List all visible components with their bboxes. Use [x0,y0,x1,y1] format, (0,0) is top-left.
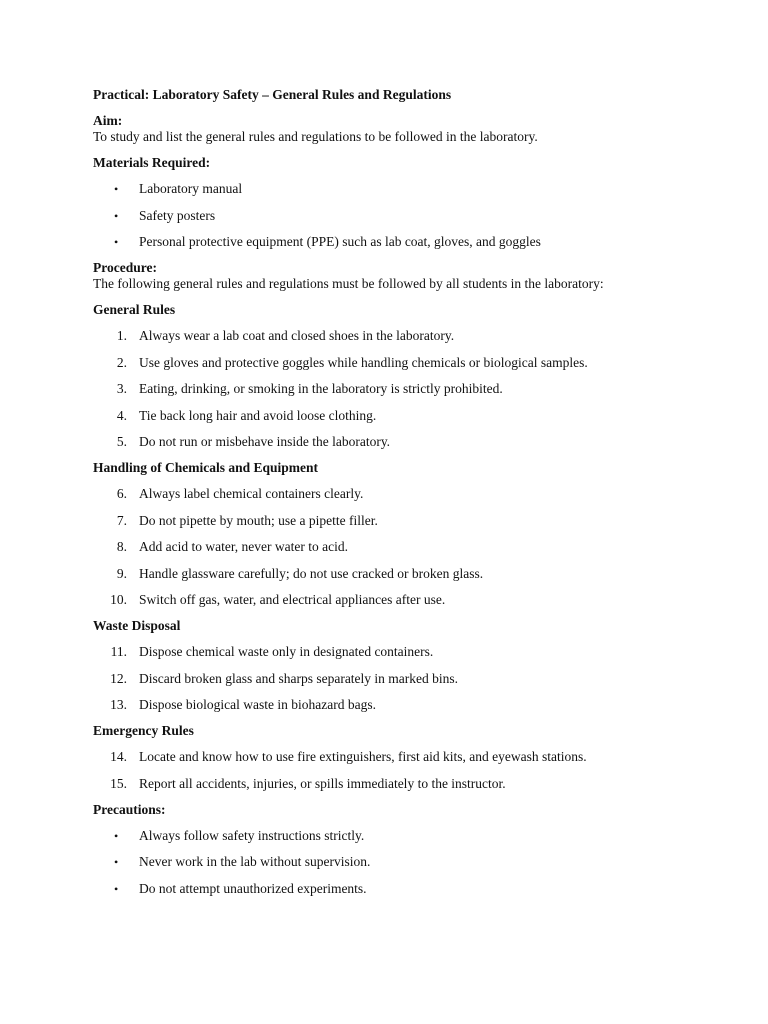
list-item-text: Laboratory manual [139,181,243,196]
rules-list [93,328,693,450]
aim-section [93,113,693,145]
section-heading: Waste Disposal [93,618,181,633]
bullet-icon: • [114,235,119,249]
list-item-text: Dispose biological waste in biohazard bags. [139,697,376,712]
aim-heading: Aim: [93,113,123,128]
rules-section-general [93,302,693,450]
list-item [93,181,693,197]
list-number: 13. [110,697,127,712]
list-number: 12. [110,670,127,686]
list-item-text: Do not run or misbehave inside the laboratory. [139,434,391,449]
document-title: Practical: Laboratory Safety – General Rules and Regulations [93,87,452,102]
list-item [93,644,693,660]
list-number: 8. [116,539,127,554]
list-item-text: Report all accidents, injuries, or spills immediately to the instructor. [139,775,506,791]
list-number: 5. [116,434,127,449]
document-page [93,87,693,907]
list-item [93,234,693,250]
list-item [93,671,693,687]
bullet-icon: • [114,182,119,196]
rules-section-emergency [93,723,693,792]
materials-list [93,181,693,250]
list-item-text: Dispose chemical waste only in designated containers. [139,644,434,659]
procedure-section [93,260,693,292]
list-item-text: Handle glassware carefully; do not use cracked or broken glass. [139,565,484,581]
procedure-heading: Procedure: [93,260,157,275]
list-item [93,328,693,344]
procedure-text: The following general rules and regulations must be followed by all students in the laboratory: [93,276,604,291]
list-item [93,381,693,397]
list-number: 7. [116,512,127,528]
list-item [93,854,693,870]
list-item-text: Do not attempt unauthorized experiments. [139,880,367,896]
bullet-icon: • [114,828,119,843]
rules-section-chemicals [93,460,693,608]
list-item-text: Always wear a lab coat and closed shoes in the laboratory. [139,328,455,343]
section-heading: Handling of Chemicals and Equipment [93,460,319,475]
list-item [93,881,693,897]
bullet-icon: • [114,208,119,223]
list-number: 11. [110,644,127,659]
precautions-section [93,802,693,897]
list-item [93,749,693,765]
list-number: 2. [116,354,127,370]
list-number: 6. [116,486,127,501]
list-item-text: Do not pipette by mouth; use a pipette filler. [139,512,378,528]
precautions-list [93,828,693,897]
list-item [93,776,693,792]
aim-text: To study and list the general rules and regulations to be followed in the laboratory. [93,129,538,144]
list-item [93,566,693,582]
list-number: 10. [110,592,127,607]
list-item-text: Never work in the lab without supervision. [139,854,371,869]
list-item-text: Use gloves and protective goggles while handling chemicals or biological samples. [139,354,588,370]
list-item-text: Safety posters [139,207,216,223]
list-item [93,355,693,371]
list-item-text: Tie back long hair and avoid loose clothing. [139,407,377,423]
rules-list [93,749,693,792]
rules-list [93,644,693,713]
list-number: 9. [116,565,127,581]
precautions-heading: Precautions: [93,801,166,817]
bullet-icon: • [114,855,119,869]
bullet-icon: • [114,881,119,896]
rules-list [93,486,693,608]
list-item [93,513,693,529]
list-number: 1. [116,328,127,343]
materials-section [93,155,693,250]
list-item-text: Locate and know how to use fire extinguishers, first aid kits, and eyewash stations. [139,749,587,764]
list-number: 3. [116,381,127,396]
materials-heading: Materials Required: [93,155,211,170]
list-item-text: Eating, drinking, or smoking in the laboratory is strictly prohibited. [139,381,503,396]
list-item [93,592,693,608]
list-item-text: Add acid to water, never water to acid. [139,539,348,554]
list-item [93,408,693,424]
list-item-text: Discard broken glass and sharps separately in marked bins. [139,670,459,686]
list-item-text: Personal protective equipment (PPE) such as lab coat, gloves, and goggles [139,234,541,249]
section-heading: General Rules [93,302,176,317]
list-number: 15. [110,775,127,791]
list-item [93,697,693,713]
list-item [93,434,693,450]
list-item [93,828,693,844]
list-item [93,208,693,224]
list-item-text: Always follow safety instructions strictly. [139,827,365,843]
list-item-text: Always label chemical containers clearly. [139,486,364,501]
section-heading: Emergency Rules [93,723,194,738]
list-item [93,539,693,555]
rules-section-waste [93,618,693,713]
list-number: 14. [110,749,127,764]
list-item-text: Switch off gas, water, and electrical appliances after use. [139,592,446,607]
list-number: 4. [116,407,127,423]
list-item [93,486,693,502]
